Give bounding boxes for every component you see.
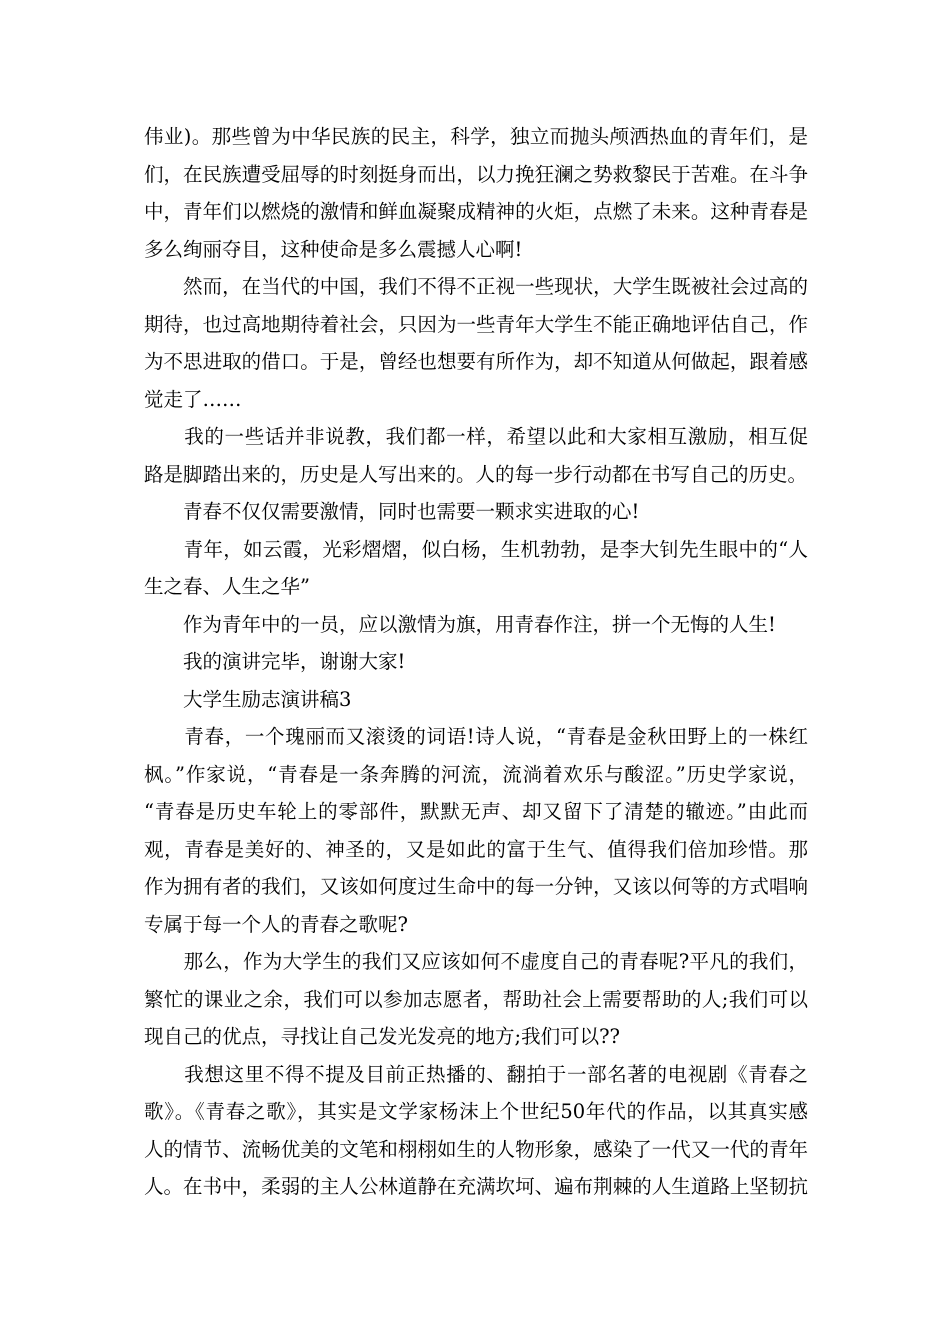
text-line: 繁忙的课业之余，我们可以参加志愿者，帮助社会上需要帮助的人;我们可以	[144, 987, 808, 1011]
text-line: 们，在民族遭受屈辱的时刻挺身而出，以力挽狂澜之势救黎民于苦难。在斗争	[144, 162, 808, 186]
text-line: 作为青年中的一员，应以激情为旗，用青春作注，拼一个无悔的人生!	[144, 612, 776, 636]
text-line: 歌》。《青春之歌》，其实是文学家杨沫上个世纪50年代的作品，以其真实感	[144, 1100, 808, 1123]
text-line: 人。在书中，柔弱的主人公林道静在充满坎坷、遍布荆棘的人生道路上坚韧抗	[144, 1175, 808, 1198]
text-line: 青春不仅仅需要激情，同时也需要一颗求实进取的心!	[144, 500, 640, 523]
text-line: 觉走了……	[144, 387, 242, 411]
document-body	[144, 118, 808, 1206]
text-line: 青春，一个瑰丽而又滚烫的词语!诗人说，“青春是金秋田野上的一株红	[144, 725, 808, 748]
text-line: 我想这里不得不提及目前正热播的、翻拍于一部名著的电视剧《青春之	[144, 1062, 808, 1086]
text-line: 多么绚丽夺目，这种使命是多么震撼人心啊!	[144, 237, 523, 261]
text-line: 现自己的优点，寻找让自己发光发亮的地方;我们可以??	[144, 1025, 620, 1048]
text-line: 伟业)。那些曾为中华民族的民主，科学，独立而抛头颅洒热血的青年们，是	[144, 125, 808, 148]
text-line: 枫。”作家说，“青春是一条奔腾的河流，流淌着欢乐与酸涩。”历史学家说，	[144, 762, 808, 786]
text-line: 为不思进取的借口。于是，曾经也想要有所作为，却不知道从何做起，跟着感	[144, 350, 808, 373]
text-line: 人的情节、流畅优美的文笔和栩栩如生的人物形象，感染了一代又一代的青年	[144, 1137, 808, 1161]
text-line: 期待，也过高地期待着社会，只因为一些青年大学生不能正确地评估自己，作	[144, 312, 808, 336]
text-line: “青春是历史车轮上的零部件，默默无声、却又留下了清楚的辙迹。”由此而	[144, 800, 808, 823]
text-line: 那么，作为大学生的我们又应该如何不虚度自己的青春呢?平凡的我们，	[183, 950, 808, 973]
text-line: 青年，如云霞，光彩熠熠，似白杨，生机勃勃，是李大钊先生眼中的“人	[144, 537, 808, 561]
text-line: 中，青年们以燃烧的激情和鲜血凝聚成精神的火炬，点燃了未来。这种青春是	[144, 200, 808, 223]
text-line: 大学生励志演讲稿3	[144, 687, 352, 711]
text-line: 我的演讲完毕，谢谢大家!	[144, 650, 406, 673]
text-line: 专属于每一个人的青春之歌呢?	[144, 912, 408, 936]
text-line: 作为拥有者的我们，又该如何度过生命中的每一分钟，又该以何等的方式唱响	[144, 875, 808, 898]
text-line: 生之春、人生之华”	[144, 575, 310, 598]
text-line: 然而，在当代的中国，我们不得不正视一些现状，大学生既被社会过高的	[144, 275, 808, 298]
text-line: 我的一些话并非说教，我们都一样，希望以此和大家相互激励，相互促	[184, 425, 808, 448]
text-line: 观，青春是美好的、神圣的，又是如此的富于生气、值得我们倍加珍惜。那	[144, 837, 808, 861]
text-line: 路是脚踏出来的，历史是人写出来的。人的每一步行动都在书写自己的历史。	[144, 462, 808, 486]
